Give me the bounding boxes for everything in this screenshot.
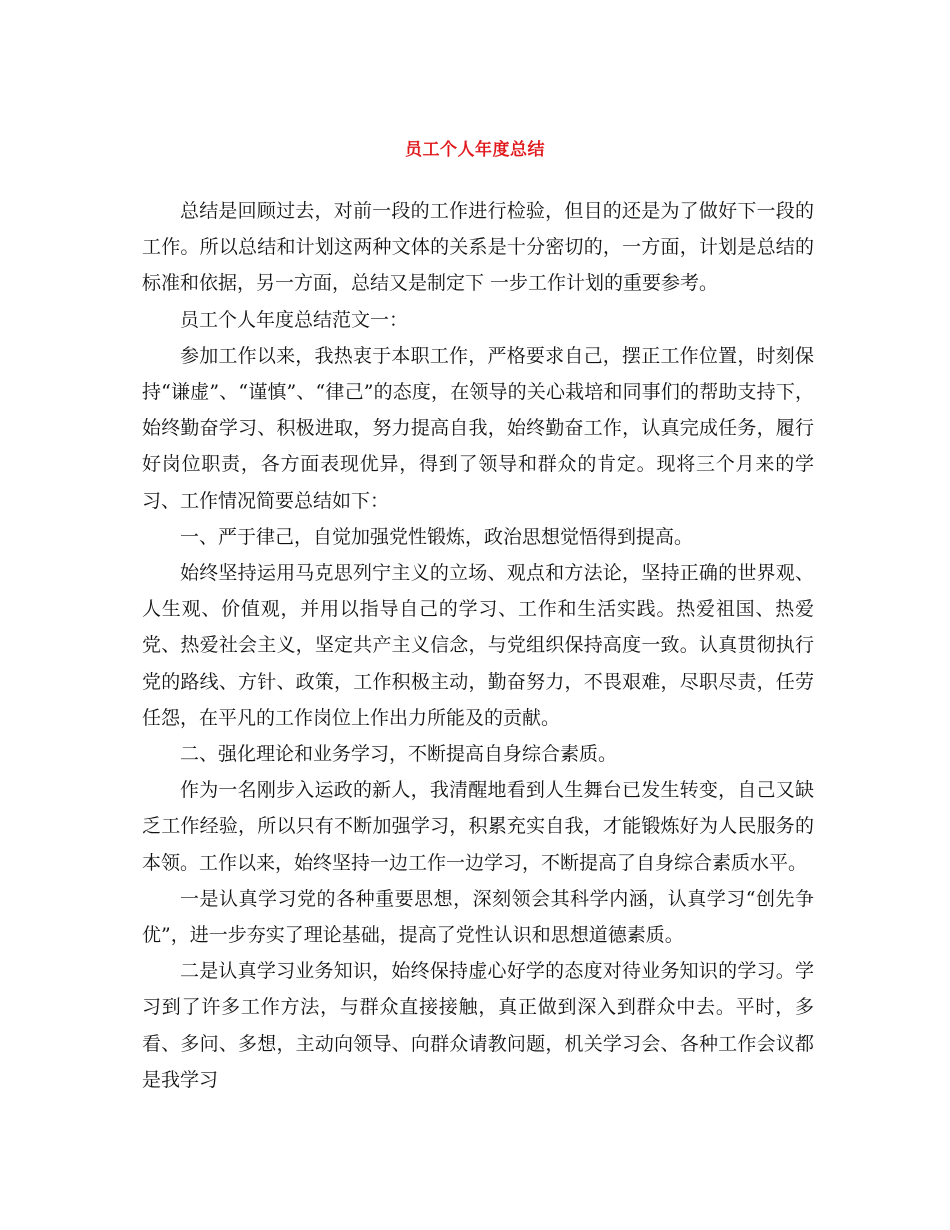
section-2-paragraph: 作为一名刚步入运政的新人，我清醒地看到人生舞台已发生转变，自己又缺乏工作经验，所以只有不断加强学习，积累充实自我，才能锻炼好为人民服务的本领。工作以来，始终坚持一边工作一边学习，不断提高了自身综合素质水平。 <box>142 779 814 874</box>
study-point-2-paragraph: 二是认真学习业务知识，始终保持虚心好学的态度对待业务知识的学习。学习到了许多工作方法，与群众直接接触，真正做到深入到群众中去。平时，多看、多问、多想，主动向领导、向群众请教问题，机关学习会、各种工作会议都是我学习 <box>142 960 814 1091</box>
intro-paragraph: 总结是回顾过去，对前一段的工作进行检验，但目的还是为了做好下一段的工作。所以总结和计划这两种文体的关系是十分密切的，一方面，计划是总结的标准和依据，另一方面，总结又是制定下 一步工作计划的重要参考。 <box>142 200 814 295</box>
study-point-1-paragraph: 一是认真学习党的各种重要思想，深刻领会其科学内涵，认真学习“创先争优”，进一步夯实了理论基础，提高了党性认识和思想道德素质。 <box>142 887 814 947</box>
sample-heading: 员工个人年度总结范文一： <box>180 308 409 331</box>
section-1-paragraph: 始终坚持运用马克思列宁主义的立场、观点和方法论，坚持正确的世界观、人生观、价值观，并用以指导自己的学习、工作和生活实践。热爱祖国、热爱党、热爱社会主义，坚定共产主义信念，与党组织保持高度一致。认真贯彻执行党的路线、方针、政策，工作积极主动，勤奋努力，不畏艰难，尽职尽责，任劳任怨，在平凡的工作岗位上作出力所能及的贡献。 <box>142 562 814 729</box>
document-title: 员工个人年度总结 <box>405 140 545 161</box>
document-body <box>142 193 814 1098</box>
section-heading-2: 二、强化理论和业务学习，不断提高自身综合素质。 <box>180 743 618 766</box>
section-heading-1: 一、严于律己，自觉加强党性锻炼，政治思想觉悟得到提高。 <box>180 525 694 548</box>
work-summary-paragraph: 参加工作以来，我热衷于本职工作，严格要求自己，摆正工作位置，时刻保持“谦虚”、“谨慎”、“律己”的态度，在领导的关心栽培和同事们的帮助支持下，始终勤奋学习、积极进取，努力提高自我，始终勤奋工作，认真完成任务，履行好岗位职责，各方面表现优异，得到了领导和群众的肯定。现将三个月来的学习、工作情况简要总结如下： <box>142 344 814 512</box>
